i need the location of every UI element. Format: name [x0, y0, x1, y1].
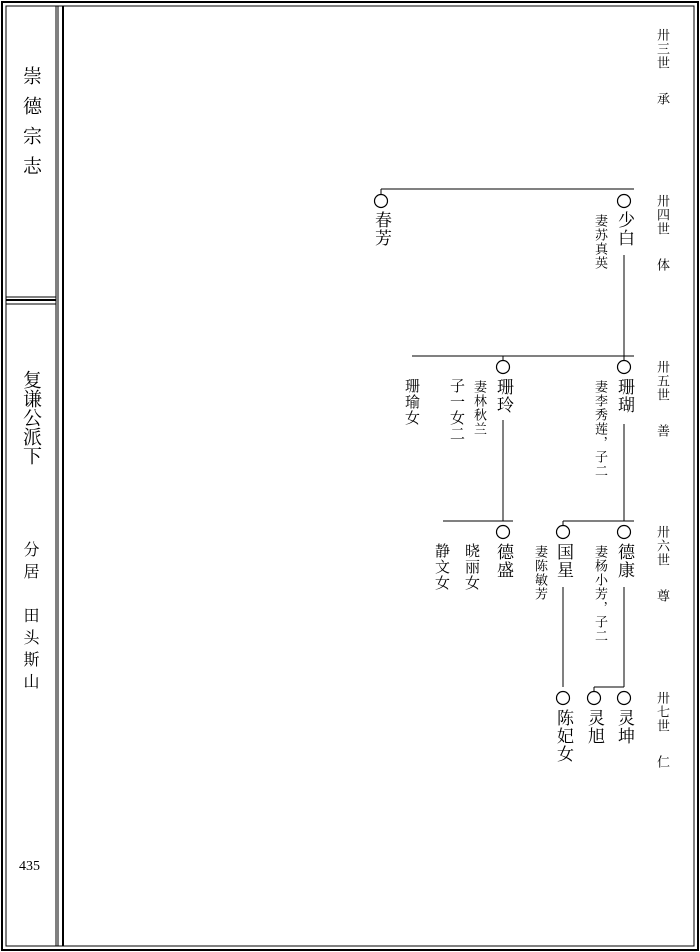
- generation-char-36: 尊: [654, 589, 669, 602]
- generation-label-35: 卅五世: [654, 360, 669, 402]
- generation-char-34: 体: [654, 258, 669, 271]
- person-name-chenfei: 陈妃女: [553, 709, 573, 763]
- person-name-shaobai: 少白: [614, 211, 634, 247]
- person-name-dekang: 德康: [614, 543, 634, 579]
- generation-label-37: 卅七世: [654, 691, 669, 733]
- location-label: 分居 田头斯山: [21, 541, 40, 695]
- page-number: 435: [19, 859, 40, 874]
- person-name-lingxu: 灵旭: [584, 709, 604, 745]
- person-name-shanhu: 珊瑚: [614, 378, 634, 414]
- branch-title: 复谦公派下: [20, 370, 42, 465]
- person-name-xiaoli: 晓丽女: [463, 543, 481, 591]
- person-note-shaobai: 妻苏真英: [592, 214, 607, 270]
- generation-label-36: 卅六世: [654, 525, 669, 567]
- person-name-desheng: 德盛: [493, 543, 513, 579]
- person-note-shanhu: 妻李秀莲，子二: [592, 380, 607, 478]
- person-note-dekang: 妻杨小芳，子二: [592, 545, 607, 643]
- book-title: 崇德宗志: [20, 66, 42, 186]
- person-marker-dekang: [618, 526, 631, 539]
- person-marker-shanhu: [618, 361, 631, 374]
- person-marker-shanling: [497, 361, 510, 374]
- person-marker-lingxu: [588, 692, 601, 705]
- person-name-guoxing: 国星: [553, 543, 573, 579]
- person-name-jingwen: 静文女: [433, 543, 451, 591]
- person-note-shanling-children: 子一女二: [448, 378, 466, 442]
- person-marker-lingkun: [618, 692, 631, 705]
- person-marker-guoxing: [557, 526, 570, 539]
- person-marker-shaobai: [618, 195, 631, 208]
- person-note-guoxing: 妻陈敏芳: [532, 545, 547, 601]
- person-name-lingkun: 灵坤: [614, 709, 634, 745]
- inner-frame: [6, 6, 694, 946]
- generation-char-33: 承: [654, 92, 669, 105]
- generation-label-33: 卅三世: [654, 28, 669, 70]
- person-marker-desheng: [497, 526, 510, 539]
- person-note-shanling: 妻林秋兰: [471, 380, 486, 436]
- person-name-shanyu: 珊瑜女: [403, 378, 421, 426]
- generation-label-34: 卅四世: [654, 194, 669, 236]
- generation-char-37: 仁: [654, 755, 669, 768]
- person-marker-chunfang: [375, 195, 388, 208]
- person-marker-chenfei: [557, 692, 570, 705]
- person-name-shanling: 珊玲: [493, 378, 513, 414]
- person-name-chunfang: 春芳: [371, 211, 391, 247]
- generation-char-35: 善: [654, 424, 669, 437]
